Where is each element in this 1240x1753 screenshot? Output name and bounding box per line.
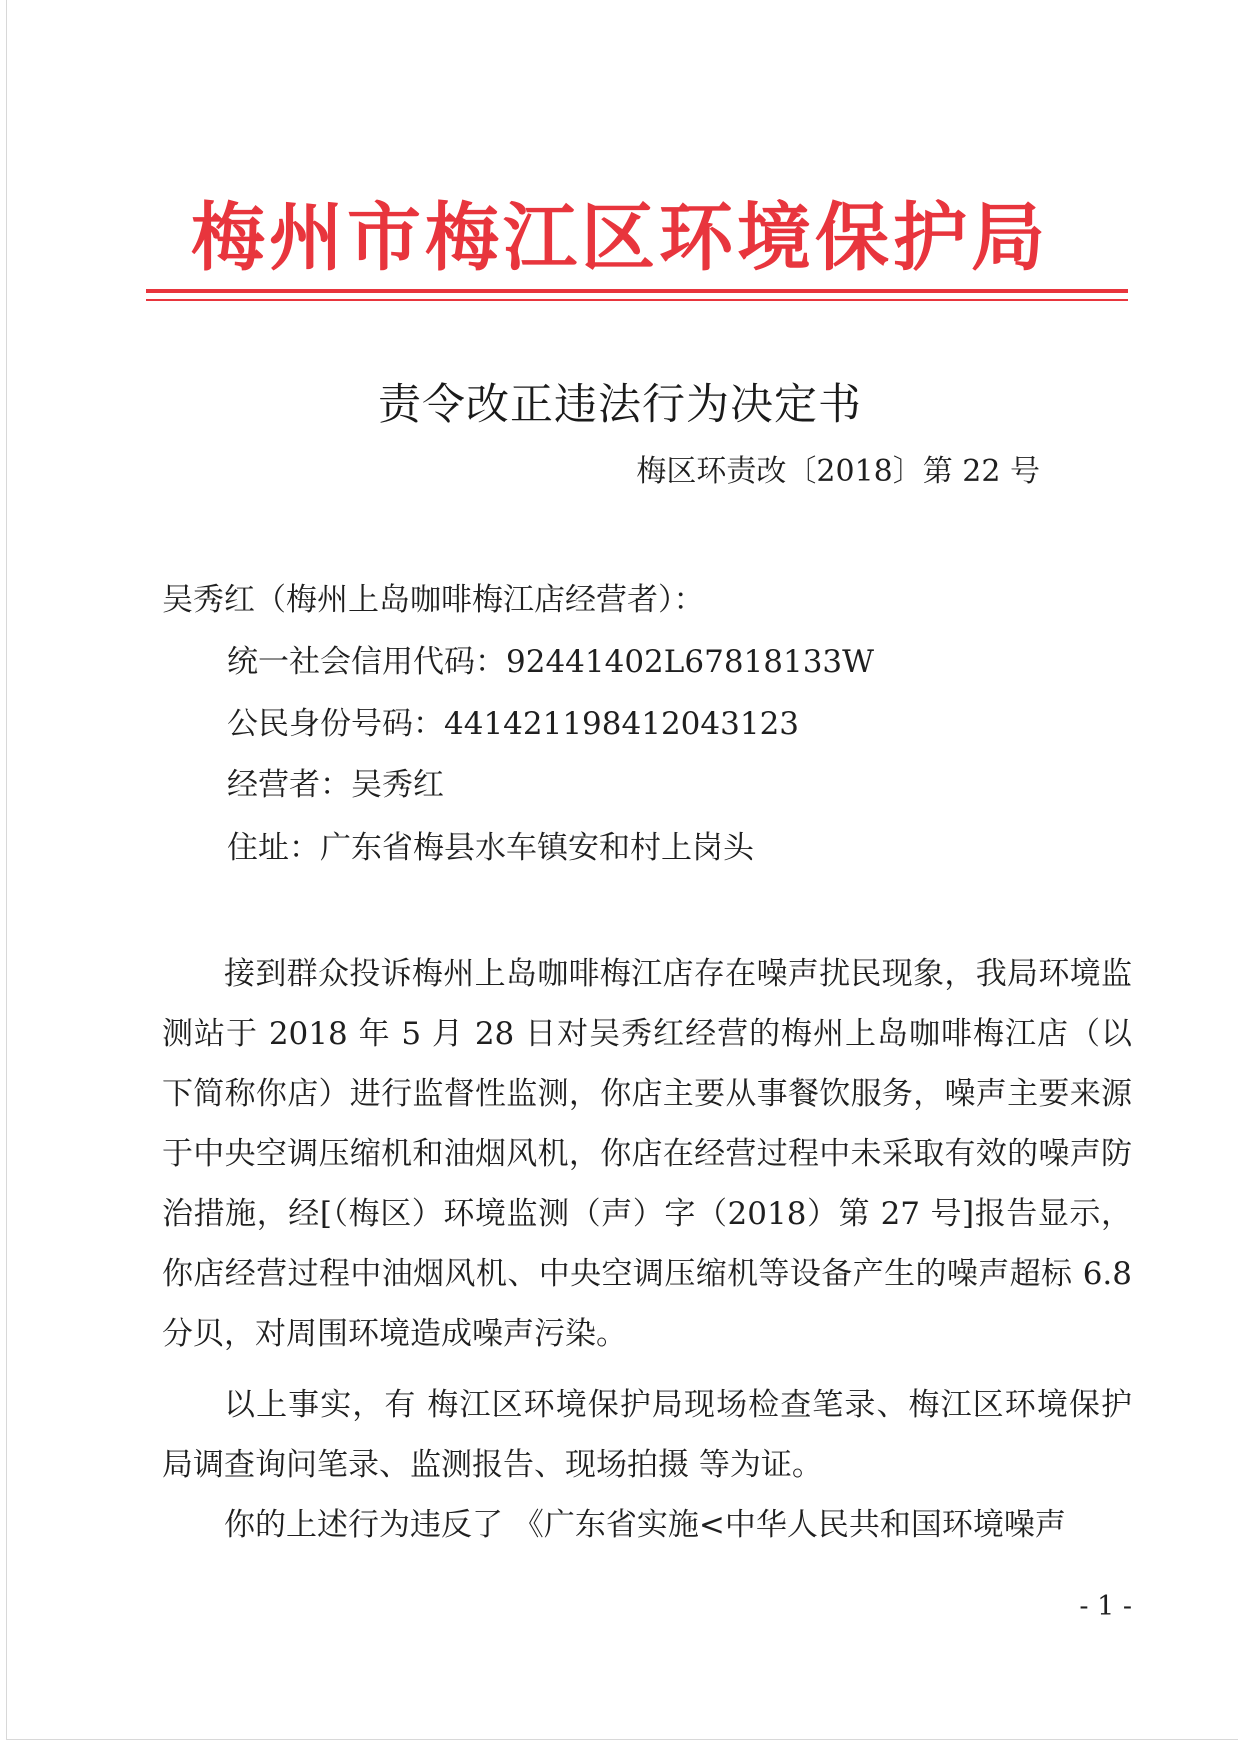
recipient-heading: 吴秀红（梅州上岛咖啡梅江店经营者）： [162, 582, 705, 618]
body-paragraph-facts: 接到群众投诉梅州上岛咖啡梅江店存在噪声扰民现象，我局环境监测站于 2018 年 5 月 28 日对吴秀红经营的梅州上岛咖啡梅江店（以下简称你店）进行监督性监测，你店主要从事餐饮服务，噪声主要来源于中央空调压缩机和油烟风机，你店在经营过程中未采取有效的噪声防治措施，经[（梅区）环境监测（声）字（2018）第 27 号]报告显示，你店经营过程中油烟风机、中央空调压缩机等设备产生的噪声超标 6.8 分贝，对周围环境造成噪声污染。 [162, 956, 1132, 1352]
body-paragraph-evidence: 以上事实，有 梅江区环境保护局现场检查笔录、梅江区环境保护局调查询问笔录、监测报告、现场拍摄 等为证。 [162, 1387, 1132, 1483]
page-number: - 1 - [1079, 1591, 1132, 1622]
document-title: 责令改正违法行为决定书 [378, 380, 862, 430]
address-line: 住址：广东省梅县水车镇安和村上岗头 [227, 830, 754, 866]
letterhead-rule-thin [146, 299, 1128, 301]
operator-line: 经营者：吴秀红 [227, 767, 444, 803]
body-paragraph-violation: 你的上述行为违反了 《广东省实施<中华人民共和国环境噪声 [224, 1507, 1066, 1543]
document-number: 梅区环责改〔2018〕第 22 号 [636, 454, 1040, 489]
id-number-line: 公民身份号码：441421198412043123 [227, 706, 800, 742]
credit-code-line: 统一社会信用代码：92441402L67818133W [227, 644, 875, 680]
letterhead-title: 梅州市梅江区环境保护局 [191, 195, 1049, 281]
letterhead-rule-thick [146, 289, 1128, 293]
